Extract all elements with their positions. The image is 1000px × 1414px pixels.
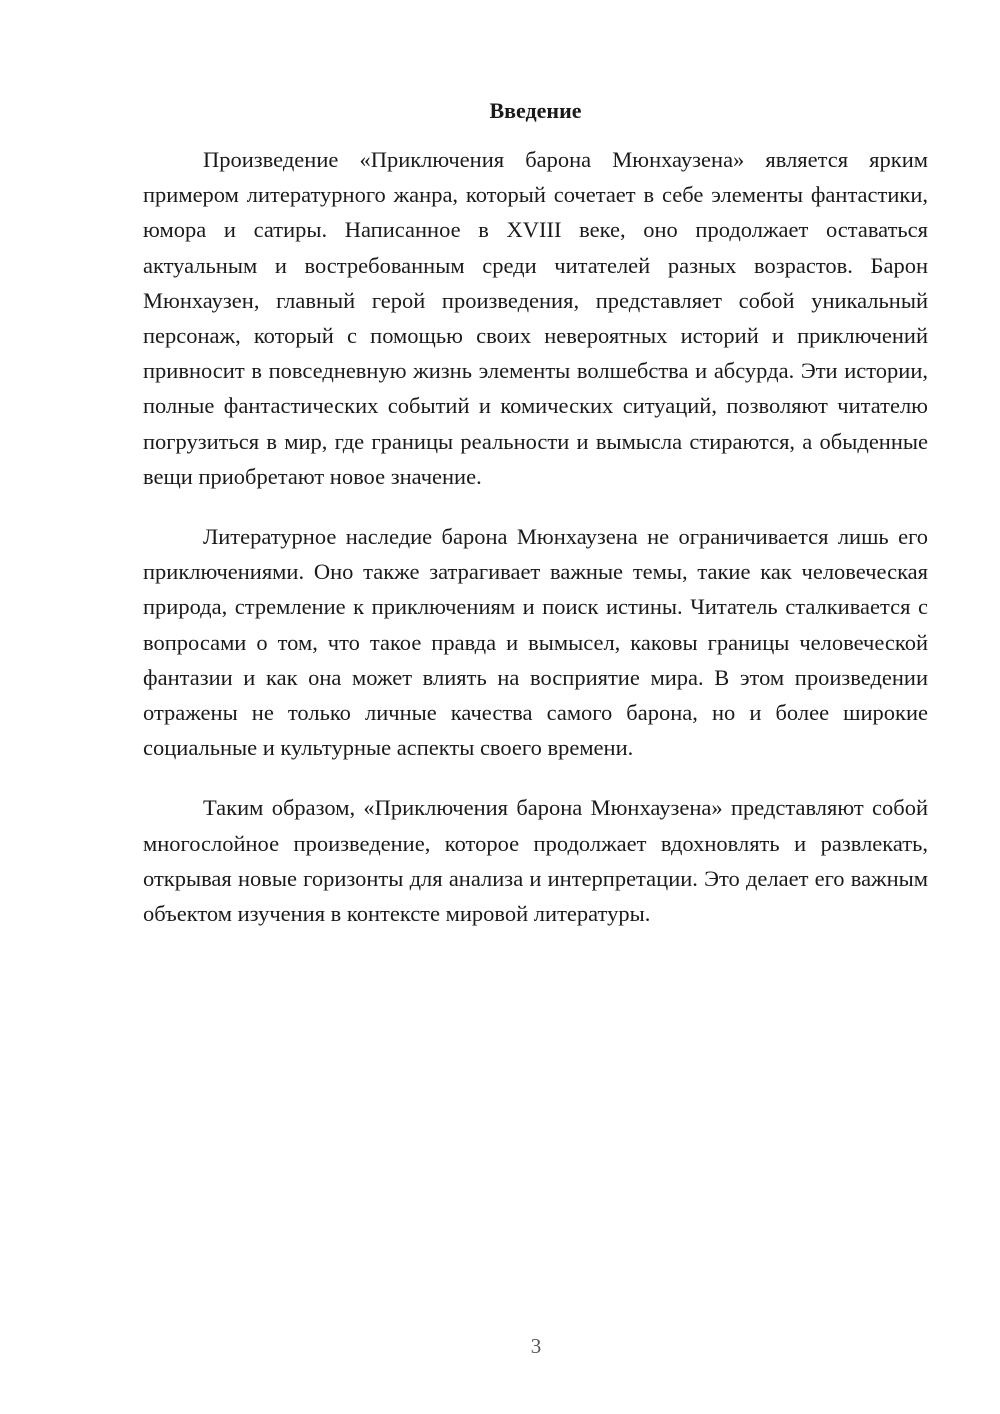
paragraph-3: Таким образом, «Приключения барона Мюнхаузена» представляют собой многослойное произведение, которое продолжает вдохновлять и развлекать, открывая новые горизонты для анализа и интерпретации. Это делает его важным объектом изучения в контексте мировой литературы. bbox=[143, 795, 928, 927]
body-text bbox=[143, 142, 928, 956]
page-number: 3 bbox=[530, 1334, 542, 1358]
paragraph-1: Произведение «Приключения барона Мюнхаузена» является ярким примером литературного жанра, который сочетает в себе элементы фантастики, юмора и сатиры. Написанное в XVIII веке, оно продолжает оставаться актуальным и востребованным среди читателей разных возрастов. Барон Мюнхаузен, главный герой произведения, представляет собой уникальный персонаж, который с помощью своих невероятных историй и приключений привносит в повседневную жизнь элементы волшебства и абсурда. Эти истории, полные фантастических событий и комических ситуаций, позволяют читателю погрузиться в мир, где границы реальности и вымысла стираются, а обыденные вещи приобретают новое значение. bbox=[143, 147, 928, 489]
section-heading: Введение bbox=[489, 98, 582, 123]
paragraph-2: Литературное наследие барона Мюнхаузена не ограничивается лишь его приключениями. Оно также затрагивает важные темы, такие как человеческая природа, стремление к приключениям и поиск истины. Читатель сталкивается с вопросами о том, что такое правда и вымысел, каковы границы человеческой фантазии и как она может влиять на восприятие мира. В этом произведении отражены не только личные качества самого барона, но и более широкие социальные и культурные аспекты своего времени. bbox=[143, 524, 928, 761]
